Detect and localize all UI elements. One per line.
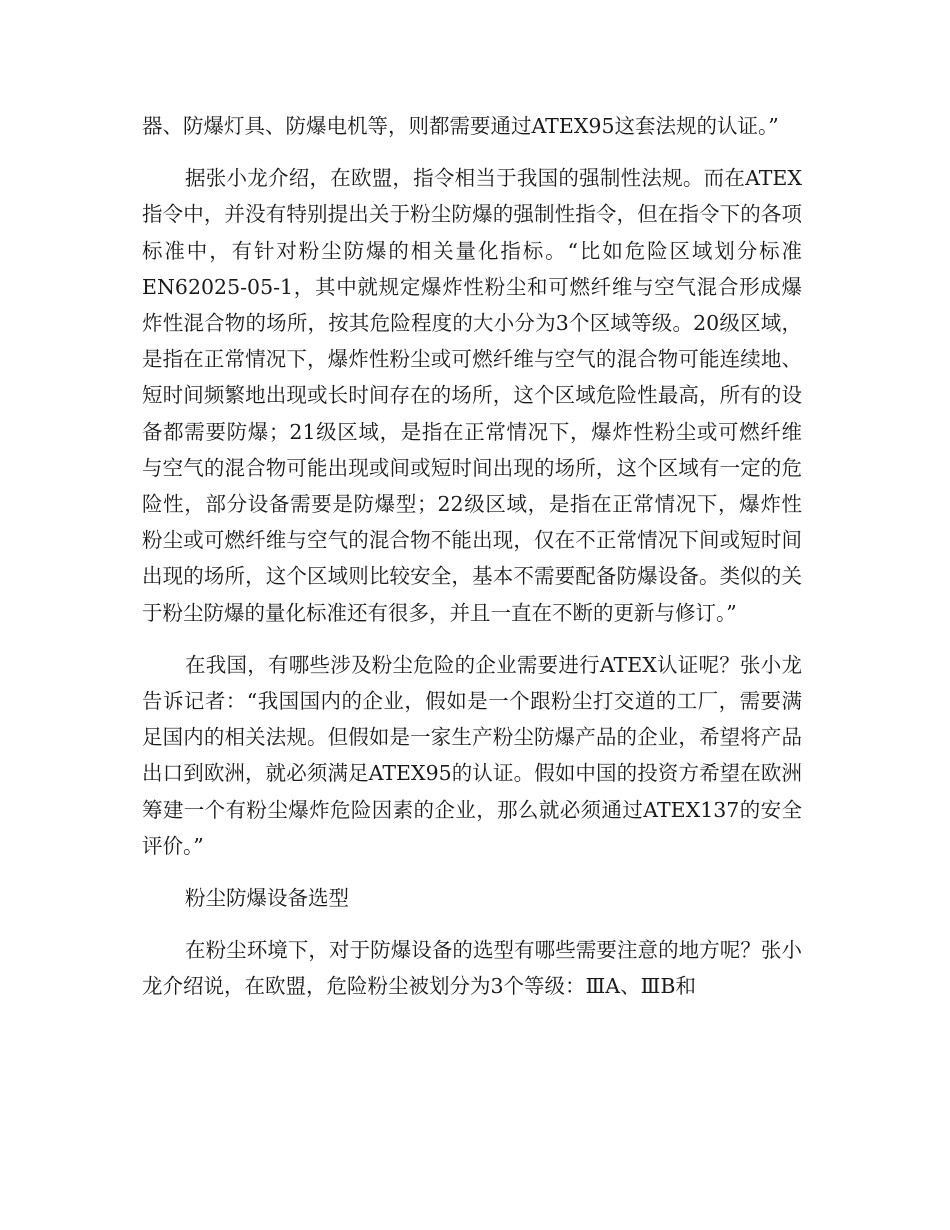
paragraph-eu-directive: 据张小龙介绍，在欧盟，指令相当于我国的强制性法规。而在ATEX指令中，并没有特别提出关于粉尘防爆的强制性指令，但在指令下的各项标准中，有针对粉尘防爆的相关量化指标。“比如危险区域划分标准EN62025-05-1，其中就规定爆炸性粉尘和可燃纤维与空气混合形成爆炸性混合物的场所，按其危险程度的大小分为3个区域等级。20级区域，是指在正常情况下，爆炸性粉尘或可燃纤维与空气的混合物可能连续地、短时间频繁地出现或长时间存在的场所，这个区域危险性最高，所有的设备都需要防爆；21级区域，是指在正常情况下，爆炸性粉尘或可燃纤维与空气的混合物可能出现或间或短时间出现的场所，这个区域有一定的危险性，部分设备需要是防爆型；22级区域，是指在正常情况下，爆炸性粉尘或可燃纤维与空气的混合物不能出现，仅在不正常情况下间或短时间出现的场所，这个区域则比较安全，基本不需要配备防爆设备。类似的关于粉尘防爆的量化标准还有很多，并且一直在不断的更新与修订。” bbox=[142, 166, 802, 625]
document-body bbox=[142, 108, 802, 1021]
section-heading: 粉尘防爆设备选型 bbox=[185, 886, 349, 911]
paragraph-china-enterprises: 在我国，有哪些涉及粉尘危险的企业需要进行ATEX认证呢？张小龙告诉记者：“我国国内的企业，假如是一个跟粉尘打交道的工厂，需要满足国内的相关法规。但假如是一家生产粉尘防爆产品的企业，希望将产品出口到欧洲，就必须满足ATEX95的认证。假如中国的投资方希望在欧洲筹建一个有粉尘爆炸危险因素的企业，那么就必须通过ATEX137的安全评价。” bbox=[142, 652, 802, 858]
paragraph-continued: 器、防爆灯具、防爆电机等，则都需要通过ATEX95这套法规的认证。” bbox=[142, 114, 779, 138]
paragraph-equipment-selection: 在粉尘环境下，对于防爆设备的选型有哪些需要注意的地方呢？张小龙介绍说，在欧盟，危险粉尘被划分为3个等级：ⅢA、ⅢB和 bbox=[142, 938, 802, 999]
